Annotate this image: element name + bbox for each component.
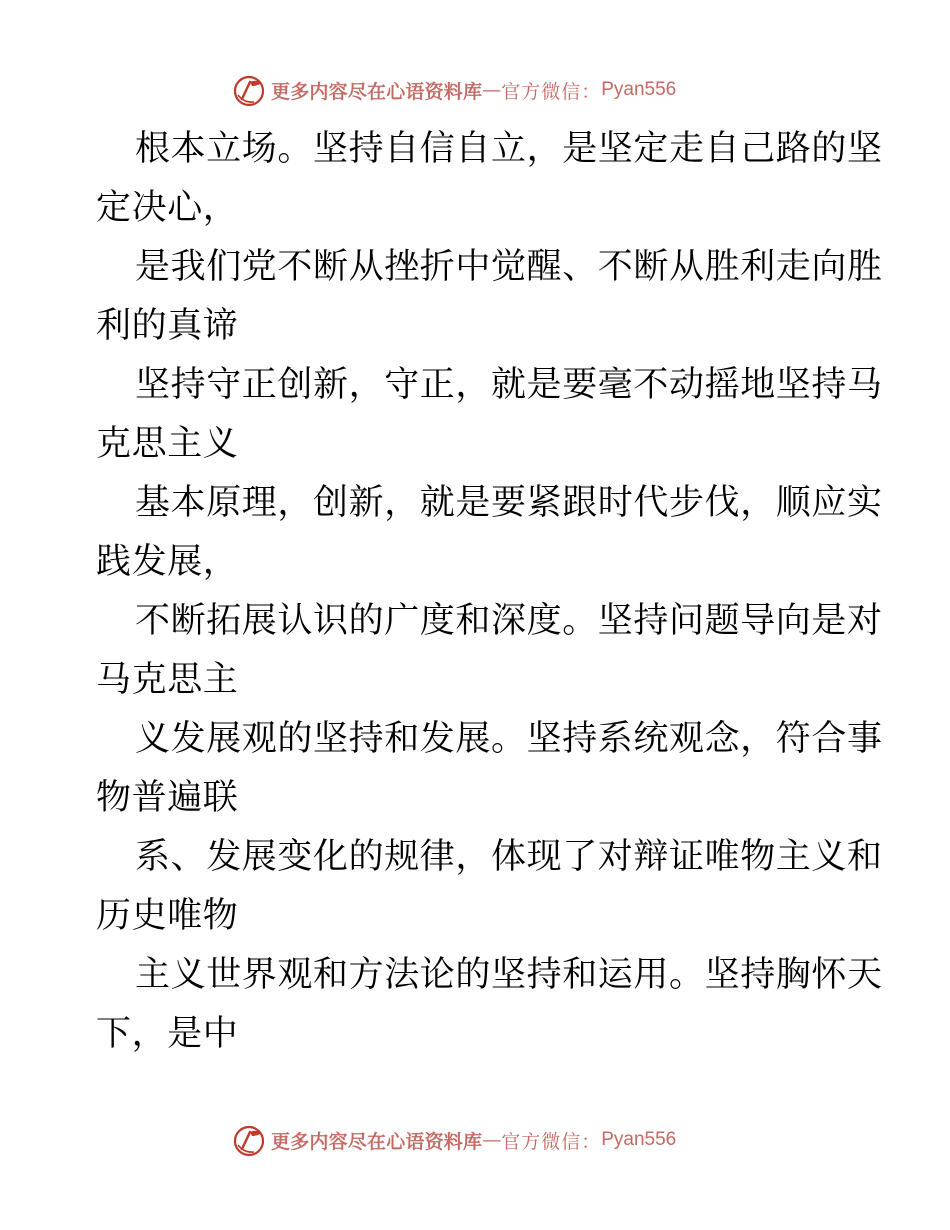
body-text (96, 120, 883, 1064)
text-line: 下，是中 (96, 1014, 239, 1054)
watermark-dash: — (482, 79, 502, 101)
text-line: 基本原理，创新，就是要紧跟时代步伐，顺应实 (135, 483, 883, 523)
header-watermark (232, 72, 676, 108)
text-line: 物普遍联 (96, 778, 239, 818)
red-flag-seal-icon (232, 73, 268, 107)
watermark-dash: — (482, 1129, 502, 1151)
text-line: 马克思主 (96, 660, 239, 700)
text-line: 践发展， (96, 542, 239, 582)
footer-watermark (232, 1122, 676, 1158)
text-line: 克思主义 (96, 424, 239, 464)
red-flag-seal-icon (232, 1123, 268, 1157)
text-line: 是我们党不断从挫折中觉醒、不断从胜利走向胜 (135, 247, 883, 287)
text-line: 系、发展变化的规律，体现了对辩证唯物主义和 (135, 837, 883, 877)
text-line: 利的真谛 (96, 306, 239, 346)
watermark-wechat-id: Pyan556 (601, 1129, 677, 1150)
watermark-main-text: 更多内容尽在心语资料库 (271, 80, 483, 103)
text-line: 历史唯物 (96, 896, 239, 936)
watermark-sub-text: 官方微信： (501, 80, 602, 103)
watermark-sub-text: 官方微信： (501, 1130, 602, 1153)
text-line: 坚持守正创新，守正，就是要毫不动摇地坚持马 (135, 365, 883, 405)
text-line: 根本立场。坚持自信自立，是坚定走自己路的坚 (135, 129, 883, 169)
text-line: 不断拓展认识的广度和深度。坚持问题导向是对 (135, 601, 883, 641)
text-line: 定决心， (96, 188, 239, 228)
watermark-wechat-id: Pyan556 (601, 79, 677, 100)
text-line: 主义世界观和方法论的坚持和运用。坚持胸怀天 (135, 955, 883, 995)
watermark-main-text: 更多内容尽在心语资料库 (271, 1130, 483, 1153)
text-line: 义发展观的坚持和发展。坚持系统观念，符合事 (135, 719, 883, 759)
